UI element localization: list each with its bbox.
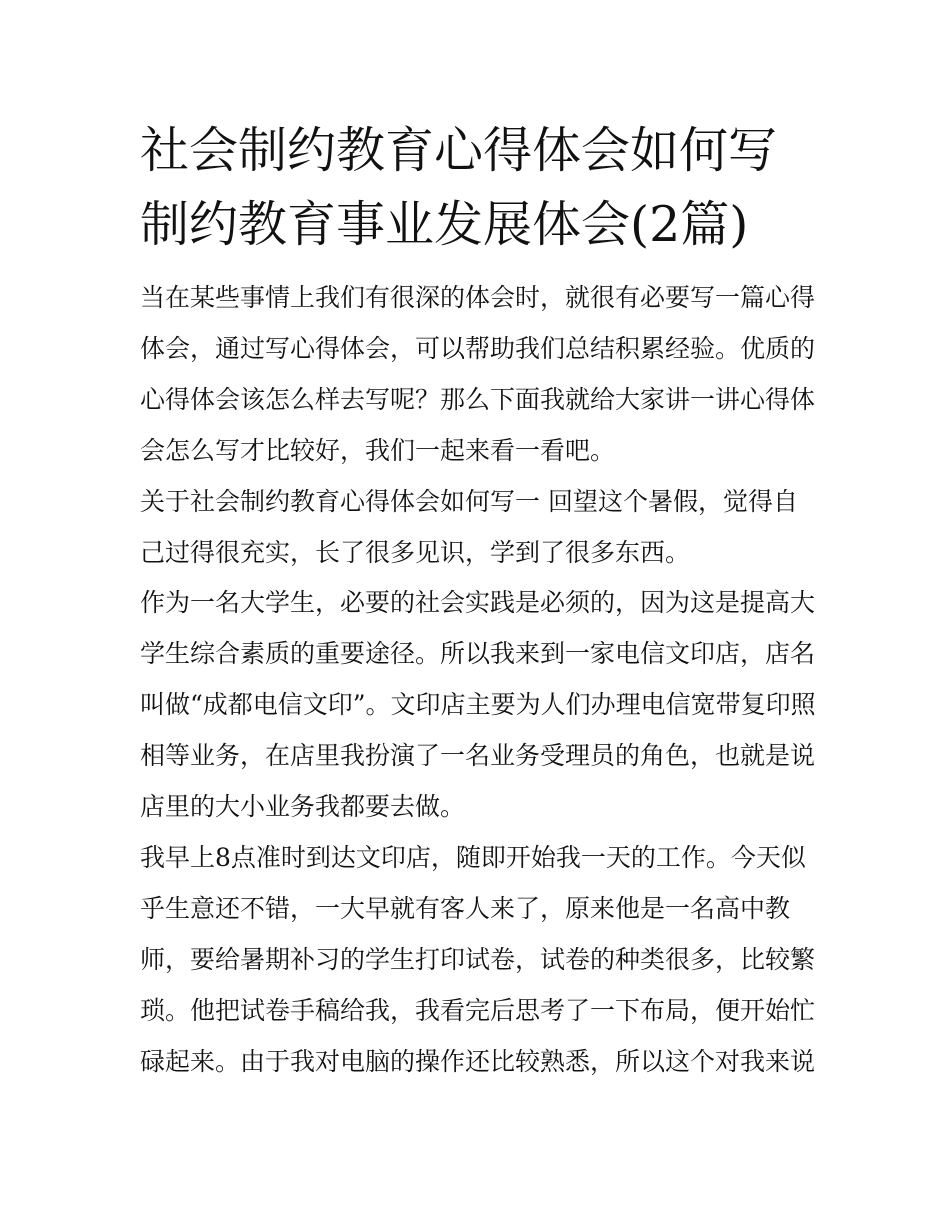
body-line: 关于社会制约教育心得体会如何写一 回望这个暑假，觉得自 xyxy=(140,486,798,516)
document-body xyxy=(140,273,820,1088)
body-line: 己过得很充实，长了很多见识，学到了很多东西。 xyxy=(140,537,691,567)
body-line: 碌起来。由于我对电脑的操作还比较熟悉，所以这个对我来说 xyxy=(140,1046,816,1076)
body-line: 相等业务，在店里我扮演了一名业务受理员的角色，也就是说 xyxy=(140,741,816,771)
body-line: 学生综合素质的重要途径。所以我来到一家电信文印店，店名 xyxy=(140,639,816,669)
title-line-2: 制约教育事业发展体会(2篇) xyxy=(140,196,749,253)
body-line: 当在某些事情上我们有很深的体会时，就很有必要写一篇心得 xyxy=(140,283,816,312)
body-line: 体会，通过写心得体会，可以帮助我们总结积累经验。优质的 xyxy=(140,333,816,363)
body-line: 会怎么写才比较好，我们一起来看一看吧。 xyxy=(140,435,616,465)
body-line: 叫做“成都电信文印”。文印店主要为人们办理电信宽带复印照 xyxy=(140,690,816,720)
body-line: 乎生意还不错，一大早就有客人来了，原来他是一名高中教 xyxy=(140,893,791,923)
body-line: 琐。他把试卷手稿给我，我看完后思考了一下布局，便开始忙 xyxy=(140,995,816,1025)
document-title xyxy=(140,114,820,262)
body-line: 师，要给暑期补习的学生打印试卷，试卷的种类很多，比较繁 xyxy=(140,944,816,974)
body-line: 我早上8点准时到达文印店，随即开始我一天的工作。今天似 xyxy=(140,842,806,872)
body-line: 作为一名大学生，必要的社会实践是必须的，因为这是提高大 xyxy=(140,588,816,618)
title-line-1: 社会制约教育心得体会如何写 xyxy=(140,122,778,179)
body-line: 店里的大小业务我都要去做。 xyxy=(140,792,466,822)
body-line: 心得体会该怎么样去写呢？那么下面我就给大家讲一讲心得体 xyxy=(140,384,816,414)
document-page xyxy=(140,110,820,1088)
